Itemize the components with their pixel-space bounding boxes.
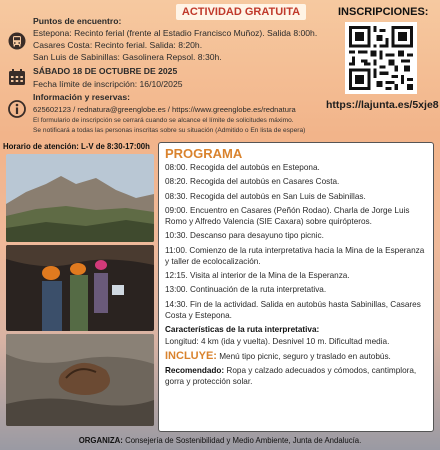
programa-item: 12:15. Visita al interior de la Mina de la Esperanza. bbox=[165, 270, 350, 280]
punto-casares: Casares Costa: Recinto ferial. Salida: 8:20h. bbox=[33, 40, 203, 50]
programa-item: 11:00. Comienzo de la ruta interpretativa hacia la Mina de la Esperanza y taller de ecolocalización. bbox=[165, 245, 425, 266]
programa-item: 08:00. Recogida del autobús en Estepona. bbox=[165, 163, 320, 172]
incluye-label: INCLUYE: bbox=[165, 349, 217, 362]
cave-explorers-photo bbox=[6, 245, 154, 331]
recomendado-label: Recomendado: bbox=[165, 365, 225, 375]
programa-item: 09:00. Encuentro en Casares (Peñón Rodao). Charla de Jorge Luis Romo y Alfredo Valencia (SIE Caxara) sobre quirópteros. bbox=[165, 206, 410, 226]
mountain-photo bbox=[6, 154, 154, 242]
programa-item: 08:30. Recogida del autobús en San Luis de Sabinillas. bbox=[165, 191, 366, 201]
info-icon bbox=[8, 100, 26, 118]
qr-code[interactable] bbox=[345, 22, 417, 94]
programa-item: 08:20. Recogida del autobús en Casares Costa. bbox=[165, 177, 340, 187]
header-area bbox=[0, 0, 440, 140]
programa-item: 14:30. Fin de la actividad. Salida en autobús hasta Sabinillas, Casares Costa y Estepona. bbox=[165, 299, 421, 320]
incluye-text: Menú tipo picnic, seguro y traslado en autobús. bbox=[219, 351, 391, 361]
recomendado-row bbox=[165, 365, 427, 388]
recomendado-text: Ropa y calzado adecuados y cómodos, cantimplora, gorra y protección solar. bbox=[165, 365, 417, 387]
programa-item: 10:30. Descanso para desayuno tipo picnic. bbox=[165, 231, 324, 241]
info-note-1: El formulario de inscripción se cerrará cuando se alcance el límite de solicitudes máximo. bbox=[33, 117, 294, 124]
info-note-2: Se notificará a todas las personas inscritas sobre su situación (Admitido o En lista de espera) bbox=[33, 127, 306, 134]
punto-estepona: Estepona: Recinto ferial (frente al Estadio Francisco Muñoz). Salida 8:00h. bbox=[33, 28, 318, 38]
incluye-row bbox=[165, 350, 427, 362]
organiza-text: Consejería de Sostenibilidad y Medio Ambiente, Junta de Andalucía. bbox=[125, 436, 362, 445]
inscripciones-title: INSCRIPCIONES: bbox=[338, 6, 429, 18]
deadline: Fecha límite de inscripción: 16/10/2025 bbox=[33, 79, 183, 89]
programa-item: 13:00. Continuación de la ruta interpretativa. bbox=[165, 285, 327, 295]
caracteristicas-title: Características de la ruta interpretativa: bbox=[165, 324, 320, 334]
bus-icon bbox=[8, 32, 26, 50]
puntos-title: Puntos de encuentro: bbox=[33, 16, 122, 26]
footer bbox=[0, 436, 440, 450]
punto-sabinillas: San Luis de Sabinillas: Gasolinera Repsol. 8:30h. bbox=[33, 52, 222, 62]
bat-photo bbox=[6, 334, 154, 426]
event-date: SÁBADO 18 DE OCTUBRE DE 2025 bbox=[33, 66, 178, 76]
calendar-icon bbox=[8, 68, 26, 86]
info-title: Información y reservas: bbox=[33, 92, 130, 102]
caracteristicas-body: Longitud: 4 km (ida y vuelta). Desnivel 10 m. Dificultad media. bbox=[165, 336, 390, 346]
free-activity-badge: ACTIVIDAD GRATUITA bbox=[176, 4, 306, 20]
programa-panel bbox=[158, 142, 434, 432]
info-contact[interactable]: 625602123 / rednatura@greenglobe.es / https://www.greenglobe.es/rednatura bbox=[33, 105, 296, 114]
programa-title: PROGRAMA bbox=[165, 146, 243, 161]
inscripciones-url[interactable]: https://lajunta.es/5xje8 bbox=[326, 99, 439, 111]
programa-list bbox=[165, 163, 427, 321]
horario-atencion: Horario de atención: L-V de 8:30-17:00h bbox=[3, 142, 150, 151]
organiza-label: ORGANIZA: bbox=[78, 436, 123, 445]
